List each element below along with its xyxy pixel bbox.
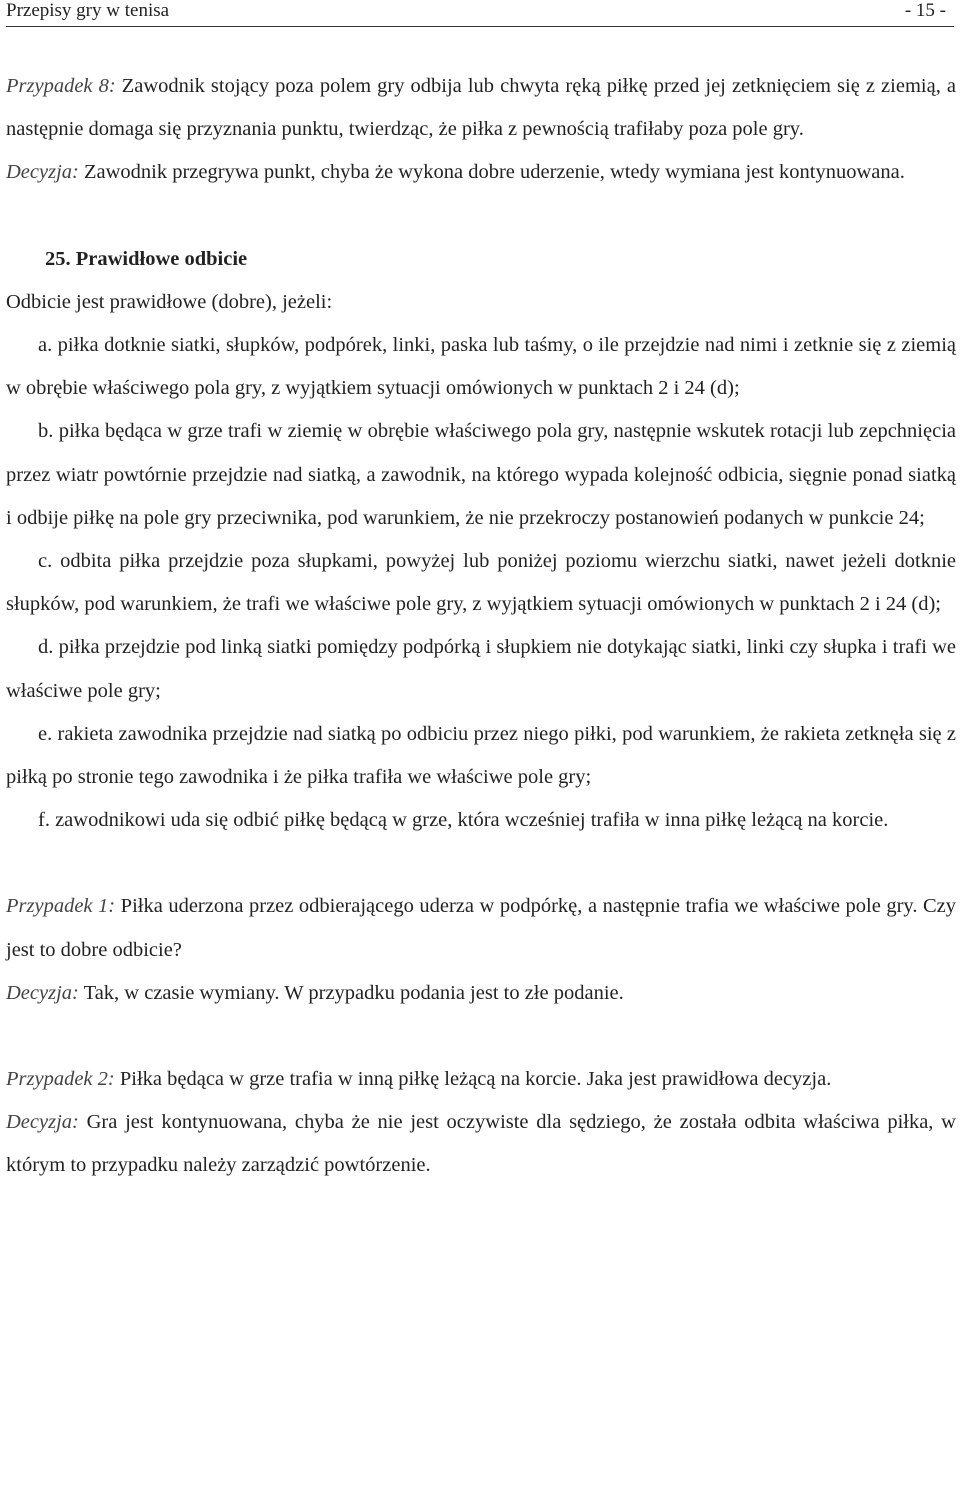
rule-item-d: d. piłka przejdzie pod linką siatki pomiędzy podpórką i słupkiem nie dotykając siatki, linki czy słupka i trafi we właściwe pole gry; — [6, 636, 956, 702]
spacer — [6, 1015, 956, 1058]
case-8-text: Zawodnik stojący poza polem gry odbija lub chwyta ręką piłkę przed jej zetknięciem się z ziemią, a następnie domaga się przyznania punktu, twierdząc, że piłka z pewnością trafiłaby poza pole gry. — [6, 75, 956, 141]
case-2-decision — [6, 1101, 956, 1187]
case-8-decision-label: Decyzja: — [6, 161, 79, 184]
rule-item-e: e. rakieta zawodnika przejdzie nad siatką po odbiciu przez niego piłki, pod warunkiem, że rakieta zetknęła się z piłką po stronie tego zawodnika i że piłka trafiła we właściwe pole gry; — [6, 722, 956, 789]
rule-item-f: f. zawodnikowi uda się odbić piłkę będącą w grze, która wcześniej trafiła w inna piłkę leżącą na korcie. — [38, 809, 889, 832]
rule-item-a: a. piłka dotknie siatki, słupków, podpórek, linki, paska lub taśmy, o ile przejdzie nad nimi i zetknie się z ziemią w obrębie właściwego pola gry, z wyjątkiem sytuacji omówionych w punktach 2 i 24 (d); — [6, 334, 956, 400]
case-8-label: Przypadek 8: — [6, 75, 116, 97]
rule-item-c: c. odbita piłka przejdzie poza słupkami, powyżej lub poniżej poziomu wierzchu siatki, nawet jeżeli dotknie słupków, pod warunkiem, że trafi we właściwe pole gry, z wyjątkiem sytuacji omówionych w punktach 2 i 24 (d); — [6, 550, 956, 616]
case-2-label: Przypadek 2: — [6, 1068, 115, 1091]
section-title: 25. Prawidłowe odbicie — [45, 247, 248, 270]
case-1-decision-text: Tak, w czasie wymiany. W przypadku podania jest to złe podanie. — [78, 981, 624, 1004]
document-title: Przepisy gry w tenisa — [6, 0, 170, 21]
case-2-paragraph — [6, 1058, 956, 1101]
case-8-decision — [6, 151, 956, 194]
case-2-decision-label: Decyzja: — [6, 1111, 79, 1134]
spacer — [6, 842, 956, 885]
rule-item-b: b. piłka będąca w grze trafi w ziemię w obrębie właściwego pola gry, następnie wskutek rotacji lub zepchnięcia przez wiatr powtórnie przejdzie nad siatką, a zawodnik, na którego wypada kolejność odbicia, sięgnie ponad siatką i odbije piłkę na pole gry przeciwnika, pod warunkiem, że nie przekroczy postanowień podanych w punkcie 24; — [6, 420, 956, 529]
case-2-text: Piłka będąca w grze trafia w inną piłkę leżącą na korcie. Jaka jest prawidłowa decyzja. — [114, 1068, 832, 1091]
case-8-decision-text: Zawodnik przegrywa punkt, chyba że wykona dobre uderzenie, wtedy wymiana jest kontynuowana. — [78, 161, 905, 184]
case-1-text: Piłka uderzona przez odbierającego uderza w podpórkę, a następnie trafia we właściwe pole gry. Czy jest to dobre odbicie? — [6, 895, 957, 961]
section-intro: Odbicie jest prawidłowe (dobre), jeżeli: — [6, 290, 333, 313]
page-number: - 15 - — [904, 0, 946, 21]
case-1-decision — [6, 972, 956, 1015]
case-2-decision-text: Gra jest kontynuowana, chyba że nie jest oczywiste dla sędziego, że została odbita właściwa piłka, w którym to przypadku należy zarządzić powtórzenie. — [6, 1111, 956, 1177]
page-content — [6, 65, 956, 1188]
spacer — [6, 195, 956, 238]
case-1-label: Przypadek 1: — [6, 895, 116, 918]
case-8-paragraph — [6, 65, 956, 151]
case-1-paragraph — [6, 885, 956, 971]
page-header — [6, 0, 954, 27]
case-1-decision-label: Decyzja: — [6, 981, 79, 1004]
